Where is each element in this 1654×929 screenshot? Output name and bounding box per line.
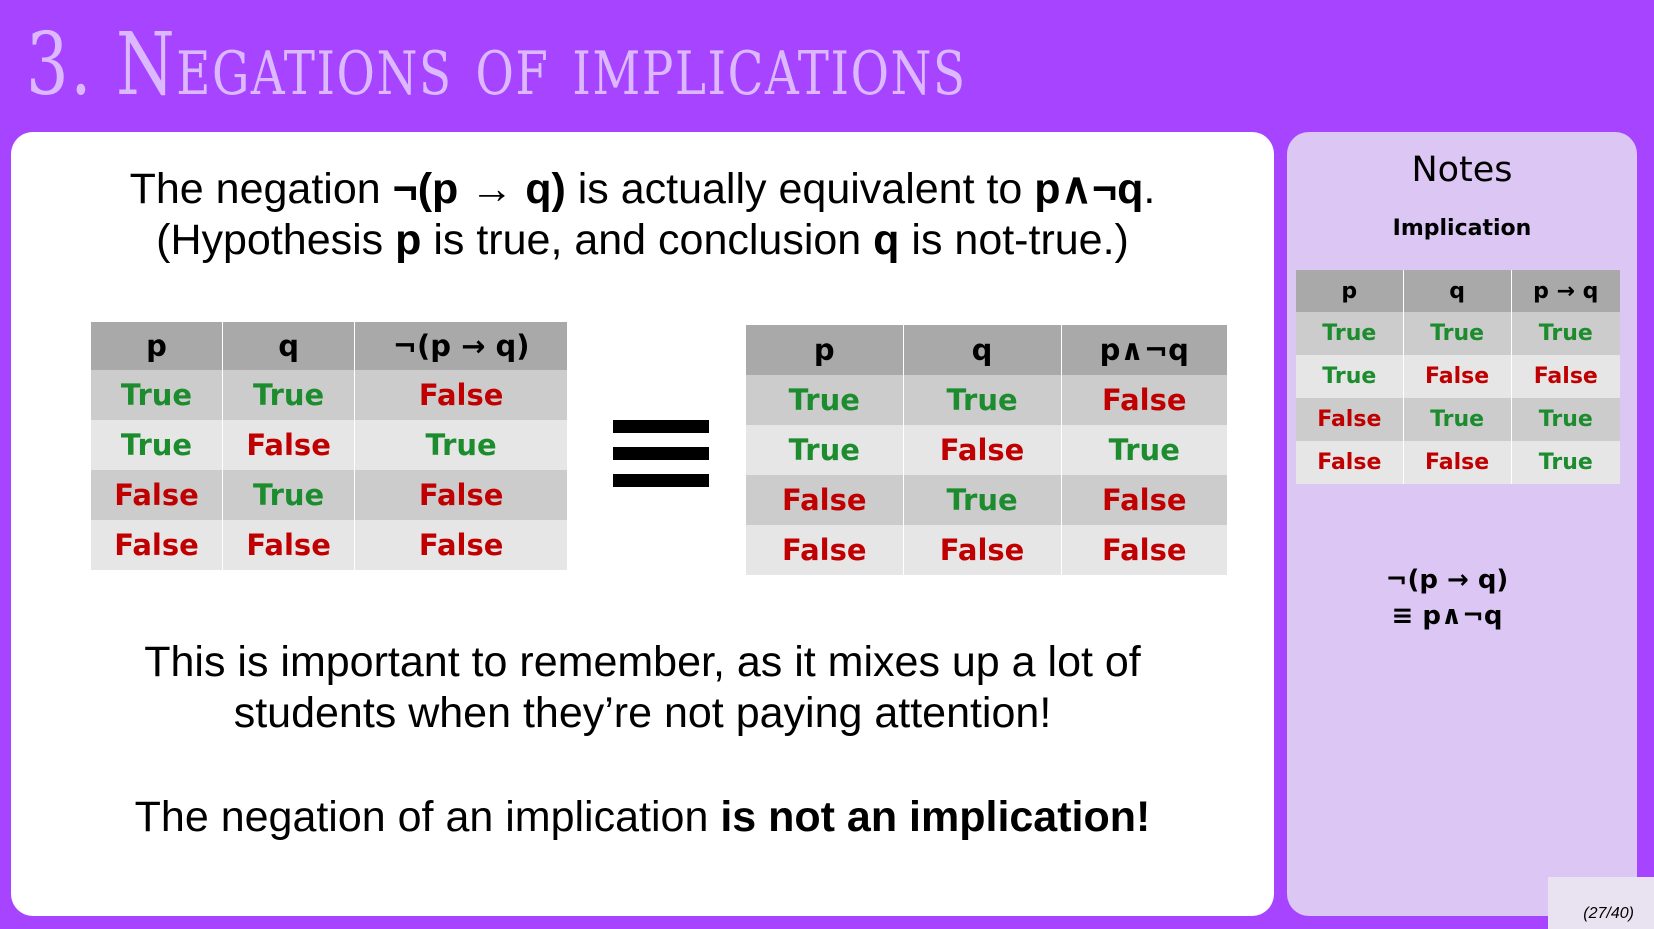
table-row <box>1296 312 1620 355</box>
table-cell: False <box>746 525 903 575</box>
table-cell: False <box>222 520 354 570</box>
equivalent-expression: p∧¬q <box>1034 165 1144 213</box>
conjunction-truth-table <box>746 325 1227 575</box>
table-cell: True <box>1061 425 1227 475</box>
table-cell: True <box>746 375 903 425</box>
table-row <box>1296 398 1620 441</box>
equivalence-icon <box>613 420 709 488</box>
table-row <box>91 420 567 470</box>
table-cell: False <box>355 370 567 420</box>
header-cell: q <box>222 322 354 370</box>
table-row <box>91 520 567 570</box>
table-cell: True <box>355 420 567 470</box>
table-cell: True <box>1403 398 1511 441</box>
table-cell: False <box>903 525 1061 575</box>
header-cell: p → q <box>1511 270 1620 312</box>
table-cell: False <box>355 470 567 520</box>
table-row <box>91 470 567 520</box>
notes-subtitle: Implication <box>1392 216 1532 241</box>
slide-title: 3. Negations of implications <box>26 15 967 115</box>
table-cell: True <box>1511 398 1620 441</box>
table-row <box>746 425 1227 475</box>
main-content-panel <box>11 132 1274 916</box>
header-cell: q <box>1403 270 1511 312</box>
table-row <box>91 370 567 420</box>
table-cell: True <box>1296 312 1403 355</box>
page-number: (27/40) <box>1583 905 1634 922</box>
table-cell: False <box>91 520 222 570</box>
header-cell: p <box>1296 270 1403 312</box>
table-cell: False <box>1296 441 1403 484</box>
table-cell: False <box>1296 398 1403 441</box>
table-cell: True <box>222 470 354 520</box>
table-cell: True <box>1296 355 1403 398</box>
table-cell: True <box>903 475 1061 525</box>
table-row <box>1296 441 1620 484</box>
equivalence-bar <box>613 474 709 487</box>
table-cell: False <box>1403 441 1511 484</box>
notes-title: Notes <box>1411 150 1513 190</box>
header-cell: q <box>903 325 1061 375</box>
negation-expression: ¬(p → q) <box>392 165 566 213</box>
table-row <box>746 375 1227 425</box>
table-cell: False <box>1061 525 1227 575</box>
header-cell: p <box>91 322 222 370</box>
table-cell: False <box>91 470 222 520</box>
table-cell: False <box>1061 375 1227 425</box>
table-cell: True <box>746 425 903 475</box>
intro-text: The negation ¬(p → q) is actually equivalent to p∧¬q. (Hypothesis p is true, and conclusion q is not-true.) <box>129 165 1156 264</box>
conclusion-text: The negation of an implication is not an implication! <box>134 793 1151 841</box>
table-cell: True <box>222 370 354 420</box>
table-cell: True <box>91 370 222 420</box>
table-row <box>1296 355 1620 398</box>
table-row <box>746 525 1227 575</box>
table-cell: False <box>1061 475 1227 525</box>
notes-panel <box>1287 132 1637 916</box>
table-cell: True <box>1511 312 1620 355</box>
table-cell: False <box>1403 355 1511 398</box>
equivalence-bar <box>613 420 709 433</box>
table-header-row <box>91 322 567 370</box>
header-cell: p∧¬q <box>1061 325 1227 375</box>
page-number-box <box>1548 877 1654 929</box>
negation-truth-table <box>91 322 567 570</box>
table-cell: False <box>1511 355 1620 398</box>
table-cell: True <box>91 420 222 470</box>
reminder-text: This is important to remember, as it mixes up a lot of students when they’re not paying attention! <box>144 638 1141 737</box>
table-cell: True <box>1403 312 1511 355</box>
header-cell: p <box>746 325 903 375</box>
table-header-row <box>746 325 1227 375</box>
table-row <box>746 475 1227 525</box>
table-header-row <box>1296 270 1620 312</box>
notes-formula: ¬(p → q) ≡ p∧¬q <box>1385 565 1509 631</box>
table-cell: True <box>903 375 1061 425</box>
equivalence-bar <box>613 447 709 460</box>
implication-truth-table <box>1296 270 1620 484</box>
table-cell: False <box>903 425 1061 475</box>
header-cell: ¬(p → q) <box>355 322 567 370</box>
table-cell: True <box>1511 441 1620 484</box>
table-cell: False <box>222 420 354 470</box>
table-cell: False <box>746 475 903 525</box>
table-cell: False <box>355 520 567 570</box>
